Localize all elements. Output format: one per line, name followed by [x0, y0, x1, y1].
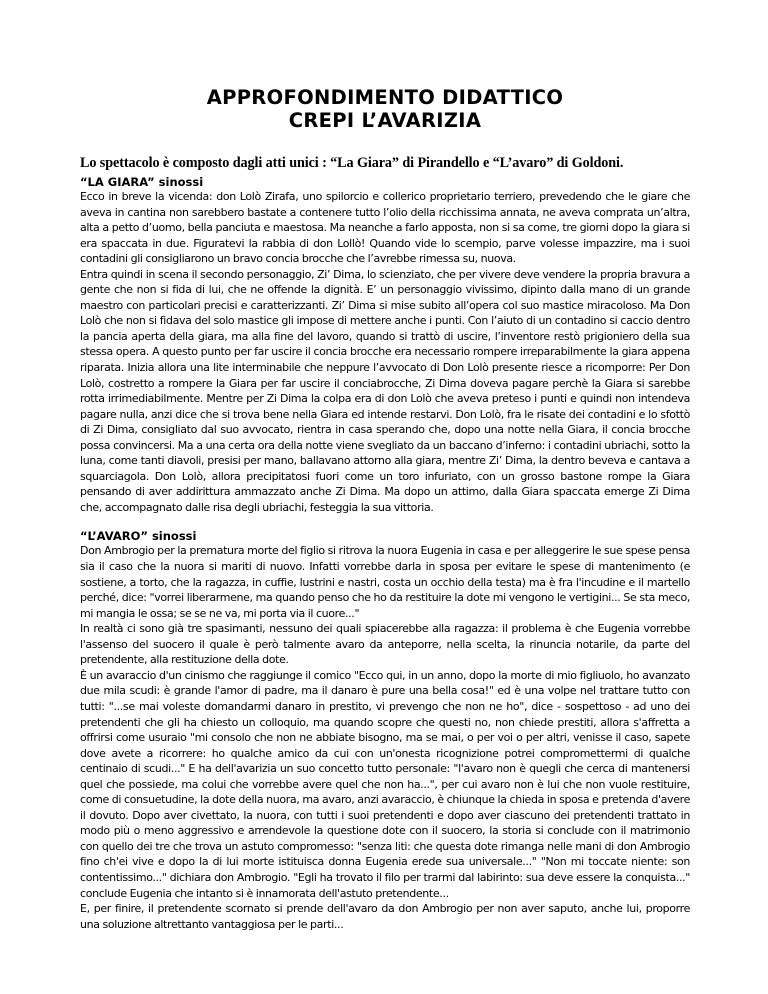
l-avaro-paragraph-4: E, per finire, il pretendente scornato si prende dell'avaro da don Ambrogio per non aver saputo, anche lui, proporre una soluzione altrettanto vantaggiosa per le parti...	[80, 902, 690, 931]
la-giara-paragraph-1: Ecco in breve la vicenda: don Lolò Zirafa, uno spilorcio e collerico proprietario terriero, prevedendo che le giare che aveva in cantina non sarebbero bastate a contenere tutto l’olio della ricchissima annata, ne aveva comprata un’altra, alta a petto d’uomo, bella panciuta e maestosa. Ma neanche a farlo apposta, non si sa come, tre giorni dopo la giara si era spaccata in due. Figuratevi la rabbia di don Lollò! Quando vide lo scempio, parve volesse impazzire, ma i suoi contadini gli consigliarono un bravo concia brocche che l’avrebbe rimessa su, nuova.	[80, 190, 690, 266]
l-avaro-paragraph-2: In realtà ci sono già tre spasimanti, nessuno dei quali spiacerebbe alla ragazza: il problema è che Eugenia vorrebbe l'assenso del suocero il quale è però talmente avaro da anteporre, nella scelta, la rinuncia notarile, da parte del pretendente, alla restituzione della dote.	[80, 622, 690, 667]
l-avaro-paragraph-3: È un avaraccio d'un cinismo che raggiunge il comico "Ecco qui, in un anno, dopo la morte di mio figliuolo, ho avanzato due mila scudi: è grande l'amor di padre, ma il danaro è pure una bella cosa!" ed è una volpe nel trattare tutto con tutti: "...se mai voleste domandarmi danaro in prestito, vi prevengo che non ne ho", dice - sospettoso - ad uno dei pretendenti che gli ha chiesto un colloquio, ma quando scopre che questi no, non chiede prestiti, allora s'affretta a offrirsi come usuraio "mi consolo che non ne abbiate bisogno, ma se mai, o per voi o per altri, venisse il caso, sapete dove avete a ricorrere: ho qualche amico da cui con un'onesta ricognizione potrei compromettermi di qualche centinaio di scudi..." E ha dell'avarizia un suo concetto tutto personale: "l'avaro non è quegli che cerca di mantenersi quel che possiede, ma colui che vorrebbe avere quel che non ha...", per cui avaro non è lui che non vuole restituire, come di consuetudine, la dote della nuora, ma avaro, anzi avaraccio, è chiunque la chieda in sposa e pretenda d'avere il dovuto. Dopo aver civettato, la nuora, con tutti i suoi pretendenti e dopo aver ciascuno dei pretendenti trattato in modo più o meno aggressivo e arrendevole la questione dote con il suocero, la storia si conclude con il matrimonio con quello dei tre che trova un astuto compromesso: "senza liti: che questa dote rimanga nelle mani di don Ambrogio fino ch'ei vive e dopo la di lui morte istituisca donna Eugenia erede sua universale..." "Non mi toccate niente: son contentissimo..." dichiara don Ambrogio. "Egli ha trovato il filo per trarmi dal labirinto: sua deve essere la conquista..." conclude Eugenia che intanto si è innamorata dell'astuto pretendente...	[80, 668, 690, 900]
title-line-2: CREPI L’AVARIZIA	[288, 109, 482, 132]
page-title	[80, 86, 690, 132]
section-heading-la-giara: “LA GIARA” sinossi	[80, 175, 204, 189]
section-heading-l-avaro: “L’AVARO” sinossi	[80, 529, 197, 544]
l-avaro-paragraph-1: Don Ambrogio per la prematura morte del figlio si ritrova la nuora Eugenia in casa e per alleggerire le sue spese pensa sia il caso che la nuora si mariti di nuovo. Infatti vorrebbe darla in sposa per evitare le spese di mantenimento (e sostiene, a torto, che la ragazza, in cuffie, lustrini e nastri, costa un occhio della testa) ma è fra l'incudine e il martello perché, dice: "vorrei liberarmene, ma quando penso che ho da restituire la dote mi vengono le vertigini... Se sta meco, mi mangia le ossa; se se ne va, mi porta via il cuore..."	[80, 544, 690, 620]
intro-sentence: Lo spettacolo è composto dagli atti unici : “La Giara” di Pirandello e “L’avaro” di Goldoni.	[80, 155, 624, 171]
document-page	[80, 86, 690, 932]
title-line-1: APPROFONDIMENTO DIDATTICO	[206, 86, 564, 109]
la-giara-paragraph-2: Entra quindi in scena il secondo personaggio, Zi’ Dima, lo scienziato, che per vivere deve vendere la propria bravura a gente che non si fida di lui, che ne offende la dignità. E’ un personaggio vivissimo, dipinto dalla mano di un grande maestro con particolari precisi e caratterizzanti. Zi’ Dima si mise subito all’opera col suo mastice miracoloso. Ma Don Lolò che non si fidava del solo mastice gli impose di mettere anche i punti. Con l’aiuto di un contadino si caccio dentro la pancia aperta della giara, ma alla fine del lavoro, quando si trattò di uscire, l’inventore restò prigioniero della sua stessa opera. A questo punto per far uscire il concia brocche era necessario rompere irreparabilmente la giara appena riparata. Inizia allora una lite interminabile che neppure l’avvocato di Don Lolò presente riesce a ricomporre: Per Don Lolò, costretto a rompere la Giara per far uscire il conciabrocche, Zi Dima doveva pagare perchè la Giara si sarebbe rotta irrimediabilmente. Mentre per Zi Dima la colpa era di don Lolò che aveva preteso i punti e quindi non intendeva pagare nulla, anzi dice che si trova bene nella Giara ed intende restarvi. Don Lolò, fra le risate dei contadini e lo sfottò di Zi Dima, consigliato dal suo avvocato, rientra in casa sperando che, dopo una notte nella Giara, il concia brocche possa convincersi. Ma a una certa ora della notte viene svegliato da un baccano d’inferno: i contadini ubriachi, sotto la luna, come tanti diavoli, presisi per mano, ballavano attorno alla giara, mentre Zi’ Dima, la dentro beveva e cantava a squarciagola. Don Lolò, allora precipitatosi fuori come un toro infuriato, con un grosso bastone rompe la Giara pensando di aver addirittura ammazzato anche Zi Dima. Ma dopo un attimo, dalla Giara spaccata emerge Zi Dima che, accompagnato dalle risa degli ubriachi, festeggia la sua vittoria.	[80, 267, 690, 514]
